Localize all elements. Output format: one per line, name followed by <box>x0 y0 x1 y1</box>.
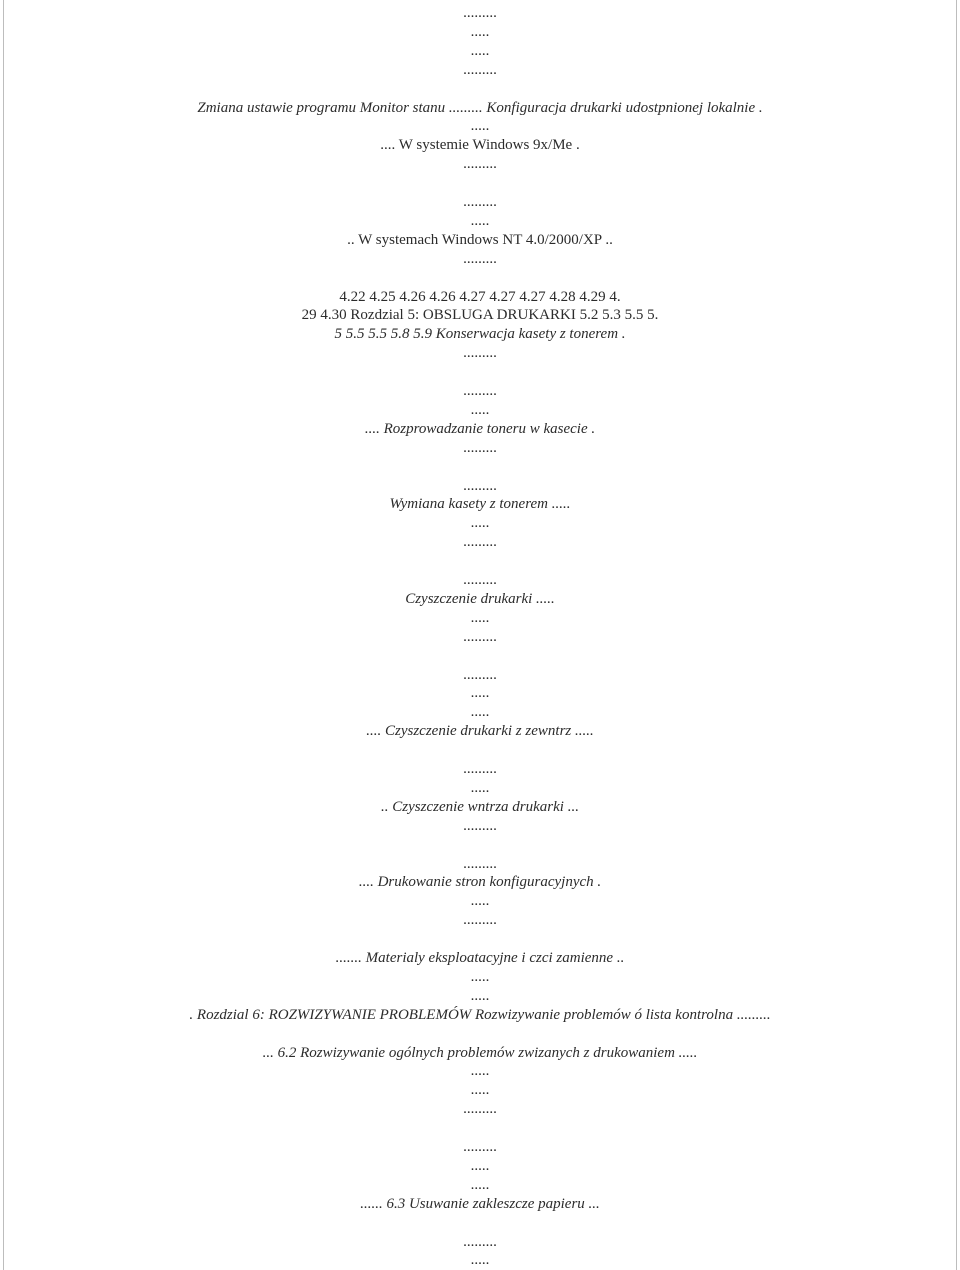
dot-leader-line: ......... <box>463 156 497 173</box>
toc-entry-line: .. Czyszczenie wntrza drukarki ... <box>381 798 579 815</box>
dot-leader-line: ..... <box>470 1176 490 1193</box>
dot-leader-line: ......... <box>463 383 497 399</box>
dot-leader-line: ......... <box>463 439 497 456</box>
dot-leader-line: ......... <box>463 912 497 929</box>
dot-leader-line: ......... <box>463 761 497 777</box>
toc-entry-line: Zmiana ustawie programu Monitor stanu ......... Konfiguracja drukarki udostpnionej lokalnie . <box>197 99 763 116</box>
dot-leader-line: ..... <box>470 1063 490 1080</box>
dot-leader-line: ......... <box>463 855 497 872</box>
toc-entry-line: Czyszczenie drukarki ..... <box>405 590 555 607</box>
toc-entry-line: . Rozdzial 6: ROZWIZYWANIE PROBLEMÓW Rozwizywanie problemów ó lista kontrolna ......... <box>189 1006 771 1023</box>
dot-leader-line: ..... <box>470 1252 490 1269</box>
dot-leader-line: ..... <box>470 401 490 418</box>
toc-entry-line: 29 4.30 Rozdzial 5: OBSLUGA DRUKARKI 5.2 5.3 5.5 5. <box>301 307 659 324</box>
toc-entry-line: .... Drukowanie stron konfiguracyjnych . <box>358 874 602 891</box>
dot-leader-line: ..... <box>470 968 490 985</box>
dot-leader-line: ......... <box>463 477 497 494</box>
dot-leader-line: ......... <box>463 194 497 210</box>
toc-entry-line: .... Czyszczenie drukarki z zewntrz ..... <box>366 723 594 740</box>
dot-leader-line: ..... <box>470 23 490 40</box>
dot-leader-line: ......... <box>463 1233 497 1250</box>
dot-leader-line: ..... <box>470 212 490 229</box>
dot-leader-line: ..... <box>470 685 490 702</box>
toc-entry-line: ....... Materialy eksploatacyjne i czci zamienne .. <box>335 950 625 966</box>
toc-entry-line: 4.22 4.25 4.26 4.26 4.27 4.27 4.27 4.28 4.29 4. <box>339 288 621 305</box>
dot-leader-line: ......... <box>463 534 497 551</box>
toc-entry-line: 5 5.5 5.5 5.8 5.9 Konserwacja kasety z tonerem . <box>334 326 626 343</box>
dot-leader-line: ..... <box>470 704 490 721</box>
dot-leader-line: ..... <box>470 987 490 1004</box>
dot-leader-line: ......... <box>463 817 497 834</box>
dot-leader-line: ..... <box>470 515 490 532</box>
dot-leader-line: ..... <box>470 1157 490 1174</box>
dot-leader-line: ..... <box>470 609 490 626</box>
toc-entry-line: .... W systemie Windows 9x/Me . <box>380 137 580 154</box>
dot-leader-line: ......... <box>463 345 497 362</box>
dot-leader-line: ......... <box>463 628 497 645</box>
dot-leader-line: ......... <box>463 1139 497 1155</box>
dot-leader-line: ..... <box>470 42 490 59</box>
dot-leader-line: ..... <box>470 118 490 135</box>
dot-leader-line: ..... <box>470 779 490 796</box>
toc-entry-line: ...... 6.3 Usuwanie zakleszcze papieru ... <box>360 1195 600 1212</box>
dot-leader-line: ......... <box>463 250 497 267</box>
dot-leader-line: ......... <box>463 572 497 588</box>
dot-leader-line: ......... <box>463 666 497 683</box>
toc-entry-line: .... Rozprowadzanie toneru w kasecie . <box>364 420 596 437</box>
toc-entry-line: .. W systemach Windows NT 4.0/2000/XP .. <box>347 231 613 248</box>
toc-entry-line: Wymiana kasety z tonerem ..... <box>389 496 571 513</box>
dot-leader-line: ..... <box>470 1082 490 1099</box>
toc-entry-line: ... 6.2 Rozwizywanie ogólnych problemów zwizanych z drukowaniem ..... <box>262 1044 698 1061</box>
dot-leader-line: ......... <box>463 61 497 78</box>
dot-leader-line: ..... <box>470 893 490 910</box>
dot-leader-line: ......... <box>463 5 497 21</box>
dot-leader-line: ......... <box>463 1101 497 1118</box>
